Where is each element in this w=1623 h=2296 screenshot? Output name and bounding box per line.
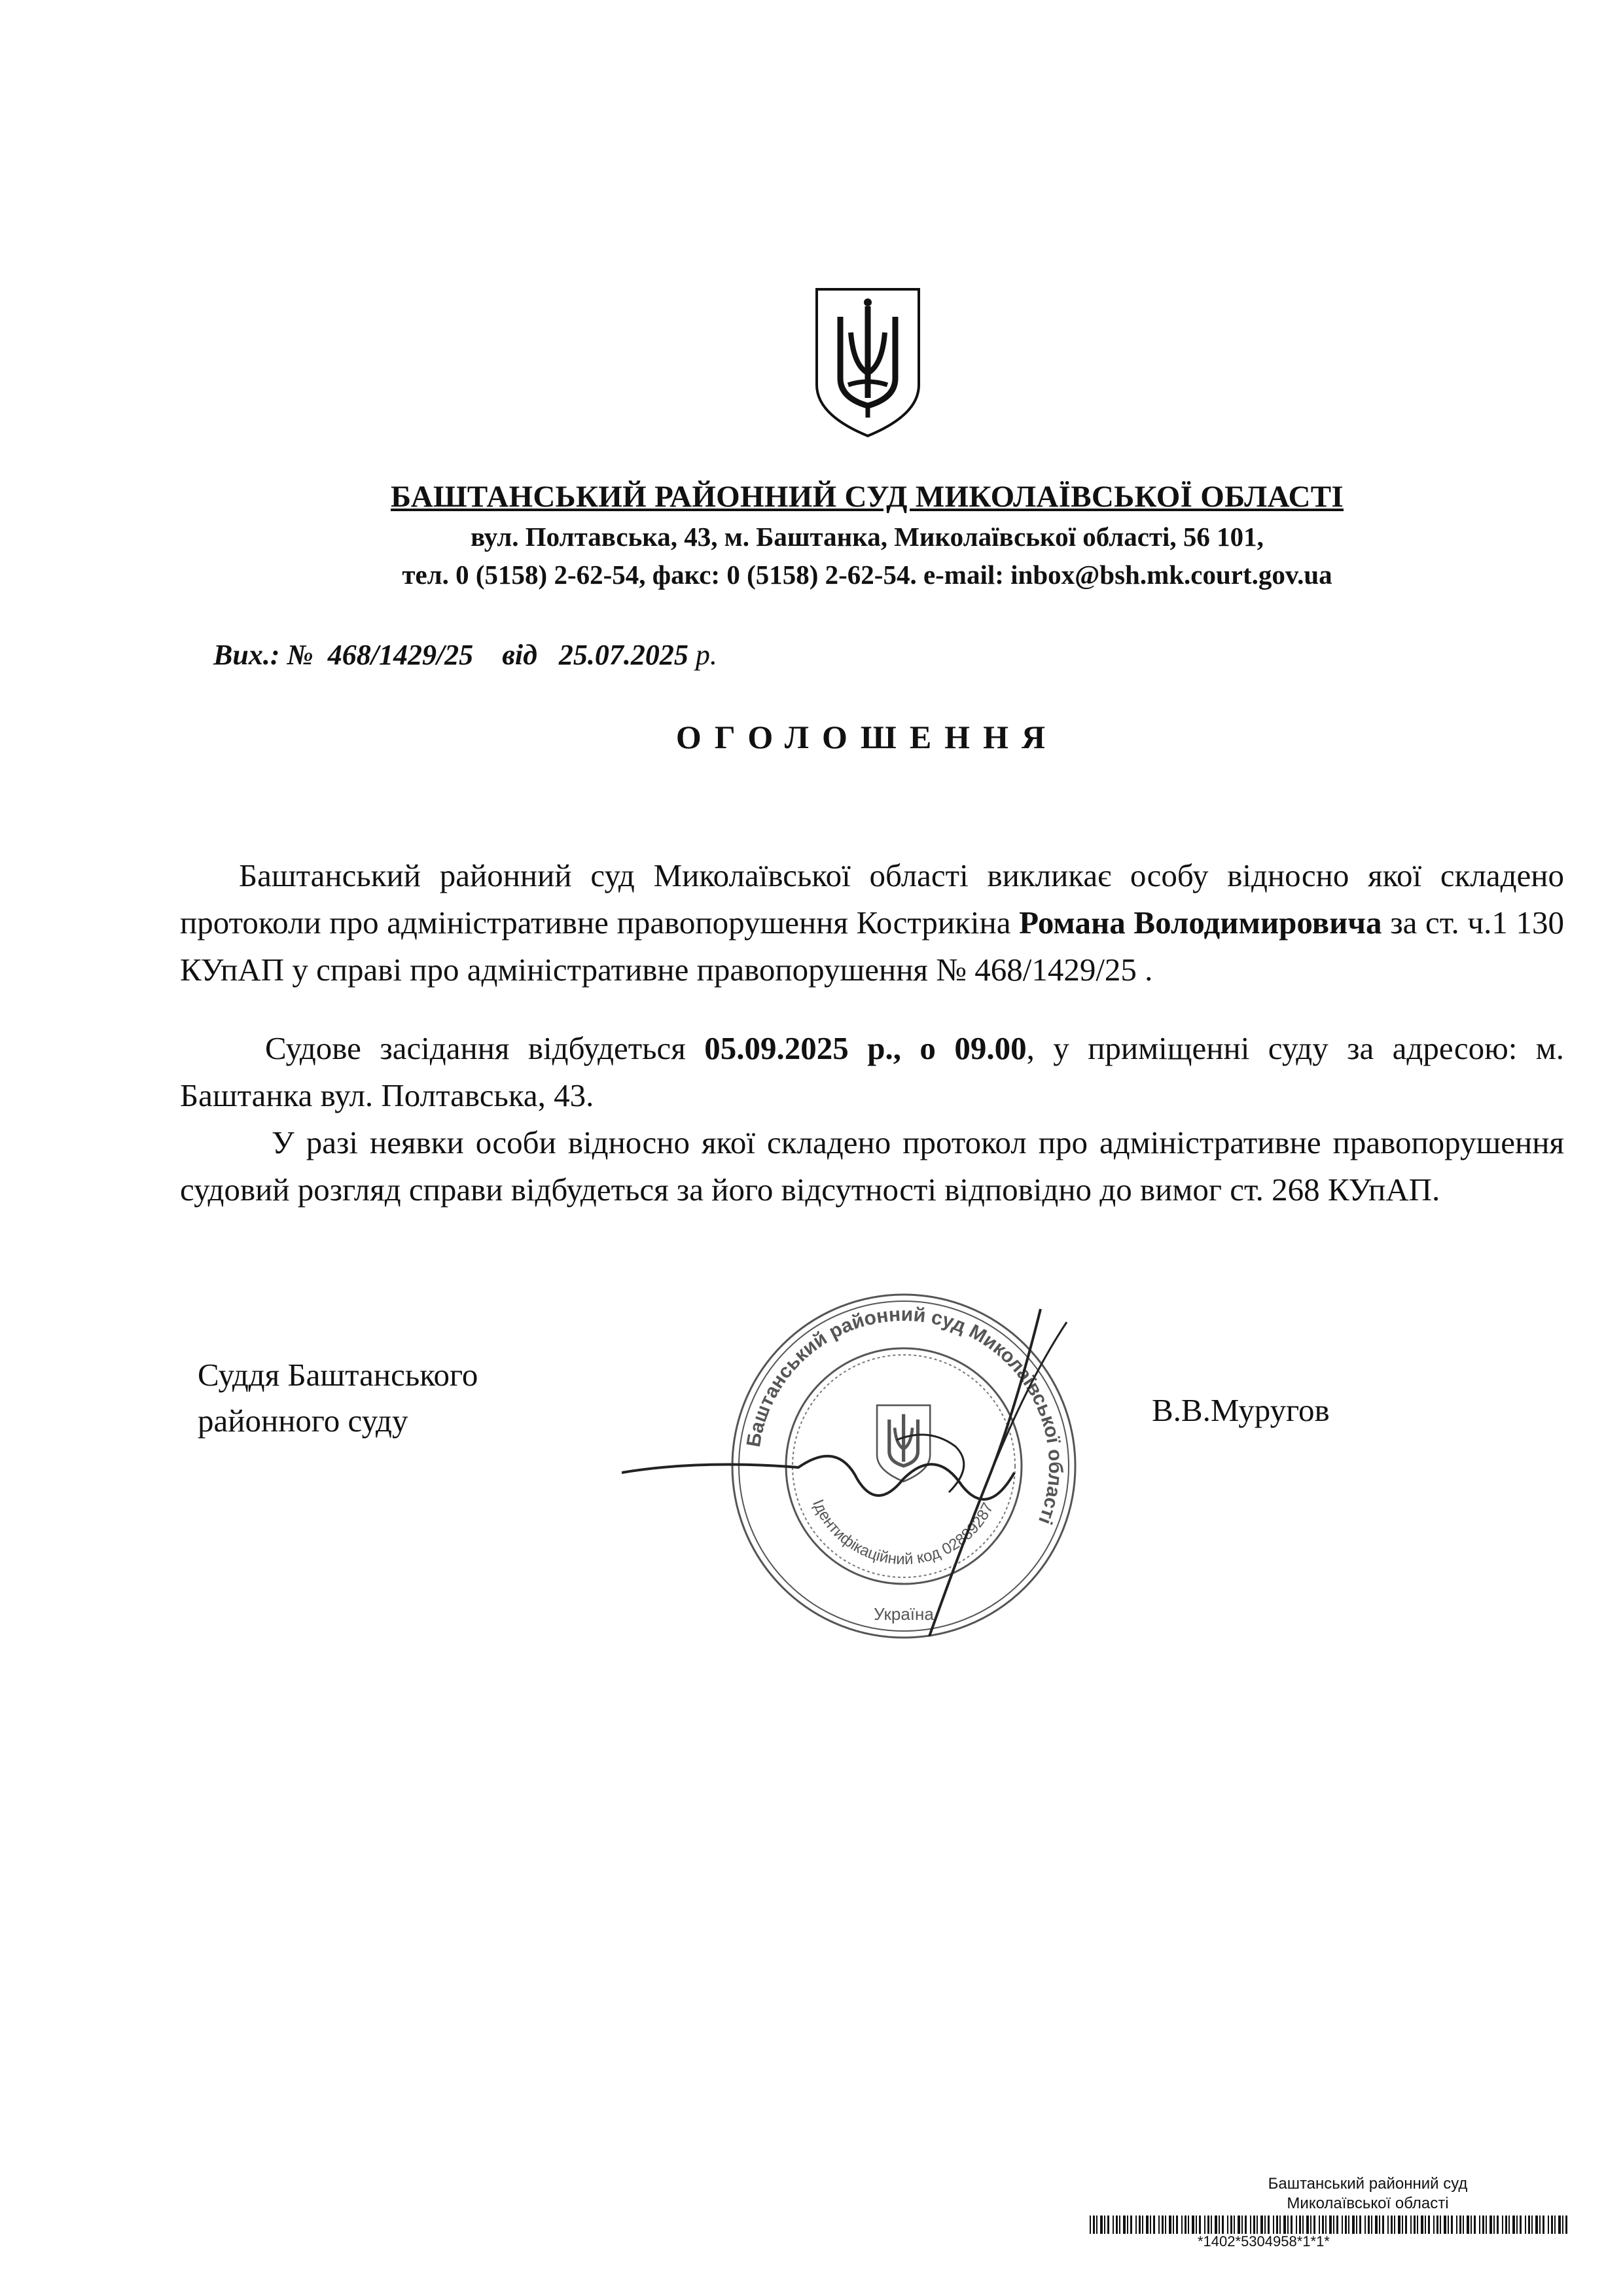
barcode-bar <box>1283 2215 1286 2234</box>
footer-court-line2: Миколаївської області <box>1287 2195 1449 2212</box>
barcode-bar <box>1093 2215 1095 2234</box>
barcode-bar <box>1508 2215 1510 2234</box>
barcode-bar <box>1502 2215 1503 2234</box>
court-contacts: тел. 0 (5158) 2-62-54, факс: 0 (5158) 2-62-54. e-mail: inbox@bsh.mk.court.gov.ua <box>402 560 1332 590</box>
barcode-bar <box>1279 2215 1281 2234</box>
barcode-bar <box>1387 2215 1389 2234</box>
barcode-bar <box>1162 2215 1164 2234</box>
outgoing-label: Вих.: № <box>213 639 313 671</box>
judge-title-line2: районного суду <box>198 1403 408 1439</box>
barcode-bar <box>1428 2215 1430 2234</box>
barcode-bar <box>1264 2215 1266 2234</box>
barcode-bar <box>1219 2215 1220 2234</box>
barcode-bar <box>1119 2215 1120 2234</box>
barcode-bar <box>1142 2215 1143 2234</box>
barcode-bar <box>1440 2215 1441 2234</box>
barcode-bar <box>1342 2215 1343 2234</box>
paragraph-summons-text-b: за ст. ч.1 130 КУпАП у справі про адміністративне правопорушення № 468/1429/25 . <box>180 905 1565 988</box>
barcode-bar <box>1260 2215 1263 2234</box>
footer-court-label <box>1188 2174 1548 2214</box>
barcode-bar <box>1444 2215 1446 2234</box>
barcode-bar <box>1090 2215 1091 2234</box>
outgoing-reference <box>213 638 717 672</box>
barcode-bar <box>1512 2215 1515 2234</box>
hearing-datetime: 05.09.2025 р., о 09.00 <box>704 1030 1027 1066</box>
barcode-bar <box>1520 2215 1522 2234</box>
barcode-bar <box>1299 2215 1301 2234</box>
barcode-bar <box>1348 2215 1349 2234</box>
barcode-bar <box>1116 2215 1118 2234</box>
barcode-bar <box>1291 2215 1293 2234</box>
barcode-bar <box>1238 2215 1240 2234</box>
barcode-bar <box>1250 2215 1251 2234</box>
barcode-bar <box>1459 2215 1461 2234</box>
paragraph-summons <box>180 852 1564 994</box>
barcode-bar <box>1192 2215 1194 2234</box>
barcode-bar <box>1405 2215 1407 2234</box>
barcode-number: *1402*5304958*1*1* <box>1198 2233 1330 2250</box>
barcode-bar <box>1356 2215 1357 2234</box>
barcode-bar <box>1479 2215 1480 2234</box>
barcode-bar <box>1463 2215 1464 2234</box>
judge-title <box>198 1352 478 1444</box>
barcode-bar <box>1417 2215 1418 2234</box>
court-name: БАШТАНСЬКИЙ РАЙОННИЙ СУД МИКОЛАЇВСЬКОЇ ОБЛАСТІ <box>391 480 1344 514</box>
barcode-bar <box>1368 2215 1370 2234</box>
barcode-bar <box>1436 2215 1438 2234</box>
barcode-bar <box>1391 2215 1393 2234</box>
barcode-bar <box>1207 2215 1209 2234</box>
barcode-bar <box>1241 2215 1243 2234</box>
footer-court-line1: Баштанський районний суд <box>1268 2175 1468 2193</box>
barcode-bar <box>1227 2215 1228 2234</box>
outgoing-suffix: р. <box>695 639 717 671</box>
barcode-bar <box>1319 2215 1320 2234</box>
barcode-bar <box>1253 2215 1255 2234</box>
barcode-bar <box>1196 2215 1197 2234</box>
barcode-bar <box>1310 2215 1311 2234</box>
barcode-bar <box>1257 2215 1258 2234</box>
outgoing-from: від <box>502 639 537 671</box>
barcode-bar <box>1398 2215 1400 2234</box>
signature-scribble <box>622 1283 1119 1649</box>
barcode-bar <box>1127 2215 1128 2234</box>
barcode-bar <box>1382 2215 1384 2234</box>
paragraph-hearing-text-b: , у приміщенні суду за адресою: м. Баштанка вул. Полтавська, 43. <box>180 1030 1565 1113</box>
document-title: ОГОЛОШЕННЯ <box>675 719 1059 755</box>
paragraph-summons-text-a: Баштанський районний суд Миколаївської області викликає особу відносно якої складено протоколи про адміністративне правопорушення Кострикіна <box>180 857 1564 941</box>
barcode-bar <box>1146 2215 1149 2234</box>
barcode-bar <box>1169 2215 1171 2234</box>
barcode-bar <box>1215 2215 1217 2234</box>
judge-title-line1: Суддя Баштанського <box>198 1357 478 1393</box>
barcode-bar <box>1474 2215 1476 2234</box>
barcode-bar <box>1135 2215 1137 2234</box>
barcode-bar <box>1448 2215 1449 2234</box>
barcode-bar <box>1562 2215 1563 2234</box>
barcode-bar <box>1273 2215 1274 2234</box>
barcode-bar <box>1379 2215 1380 2234</box>
barcode-bar <box>1113 2215 1114 2234</box>
paragraph-hearing-text-a: Судове засідання відбудеться <box>265 1030 705 1066</box>
barcode-bar <box>1554 2215 1556 2234</box>
barcode-bar <box>1336 2215 1338 2234</box>
barcode-bar <box>1375 2215 1378 2234</box>
barcode-bar <box>1539 2215 1541 2234</box>
barcode-bar <box>1100 2215 1103 2234</box>
barcode-bar <box>1158 2215 1160 2234</box>
outgoing-number: 468/1429/25 <box>327 639 474 671</box>
barcode-bar <box>1486 2215 1487 2234</box>
barcode-bar <box>1505 2215 1507 2234</box>
barcode-bar <box>1222 2215 1224 2234</box>
barcode-bar <box>1245 2215 1247 2234</box>
barcode-bar <box>1535 2215 1538 2234</box>
barcode-bar <box>1489 2215 1492 2234</box>
barcode-bar <box>1176 2215 1178 2234</box>
barcode-bar <box>1371 2215 1372 2234</box>
barcode-bar <box>1421 2215 1423 2234</box>
barcode-bar <box>1352 2215 1355 2234</box>
barcode-bar <box>1471 2215 1472 2234</box>
coat-of-arms-icon <box>814 287 921 439</box>
barcode-bar <box>1173 2215 1174 2234</box>
seal-country: Україна <box>874 1604 934 1624</box>
barcode-bar <box>1268 2215 1270 2234</box>
seal-outer-text: Баштанський районний суд Миколаївської області <box>742 1303 1067 1528</box>
barcode-bar <box>1165 2215 1166 2234</box>
barcode-bar <box>1287 2215 1289 2234</box>
barcode-bar <box>1211 2215 1212 2234</box>
seal-inner-text: Ідентифікаційний код 02889287 <box>808 1497 997 1569</box>
barcode-bar <box>1467 2215 1469 2234</box>
barcode-bar <box>1185 2215 1186 2234</box>
court-address: вул. Полтавська, 43, м. Баштанка, Миколаївської області, 56 101, <box>471 522 1264 552</box>
barcode-bar <box>1104 2215 1105 2234</box>
barcode-bar <box>1531 2215 1533 2234</box>
barcode-bar <box>1107 2215 1109 2234</box>
barcode-bar <box>1188 2215 1189 2234</box>
barcode-bar <box>1329 2215 1332 2234</box>
barcode-bar <box>1345 2215 1347 2234</box>
barcode-bar <box>1302 2215 1304 2234</box>
barcode-bar <box>1414 2215 1416 2234</box>
barcode-bar <box>1516 2215 1518 2234</box>
barcode-bar <box>1433 2215 1435 2234</box>
barcode-bar <box>1456 2215 1457 2234</box>
outgoing-date: 25.07.2025 <box>558 639 688 671</box>
barcode-bar <box>1313 2215 1315 2234</box>
barcode-bar <box>1276 2215 1278 2234</box>
barcode-bar <box>1096 2215 1097 2234</box>
barcode-bar <box>1150 2215 1151 2234</box>
barcode-bar <box>1425 2215 1426 2234</box>
barcode-bar <box>1306 2215 1309 2234</box>
barcode-bar <box>1130 2215 1132 2234</box>
defendant-name: Романа Володимировича <box>1019 905 1382 941</box>
barcode-bar <box>1551 2215 1553 2234</box>
barcode-bar <box>1558 2215 1561 2234</box>
barcode-bar <box>1410 2215 1412 2234</box>
barcode-bar <box>1402 2215 1403 2234</box>
barcode-bar <box>1296 2215 1297 2234</box>
barcode-bar <box>1543 2215 1544 2234</box>
barcode-bar <box>1493 2215 1495 2234</box>
paragraph-absence: У разі неявки особи відносно якої складено протокол про адміністративне правопорушення судовий розгляд справи відбудеться за його відсутності відповідно до вимог ст. 268 КУпАП. <box>180 1124 1564 1208</box>
barcode-bar <box>1230 2215 1232 2234</box>
barcode-bar <box>1482 2215 1484 2234</box>
barcode-bar <box>1565 2215 1567 2234</box>
barcode-bar <box>1394 2215 1395 2234</box>
barcode <box>1090 2215 1567 2234</box>
barcode-bar <box>1181 2215 1183 2234</box>
barcode-bar <box>1153 2215 1155 2234</box>
barcode-bar <box>1359 2215 1361 2234</box>
barcode-bar <box>1322 2215 1324 2234</box>
judge-name: В.В.Муругов <box>1152 1392 1330 1428</box>
barcode-bar <box>1123 2215 1126 2234</box>
barcode-bar <box>1234 2215 1235 2234</box>
barcode-bar <box>1325 2215 1327 2234</box>
barcode-bar <box>1451 2215 1453 2234</box>
barcode-bar <box>1525 2215 1526 2234</box>
barcode-bar <box>1199 2215 1201 2234</box>
paragraph-hearing <box>180 1025 1564 1119</box>
barcode-bar <box>1548 2215 1549 2234</box>
barcode-bar <box>1139 2215 1141 2234</box>
barcode-bar <box>1204 2215 1205 2234</box>
barcode-bar <box>1528 2215 1530 2234</box>
barcode-bar <box>1497 2215 1499 2234</box>
barcode-bar <box>1364 2215 1366 2234</box>
barcode-bar <box>1333 2215 1334 2234</box>
